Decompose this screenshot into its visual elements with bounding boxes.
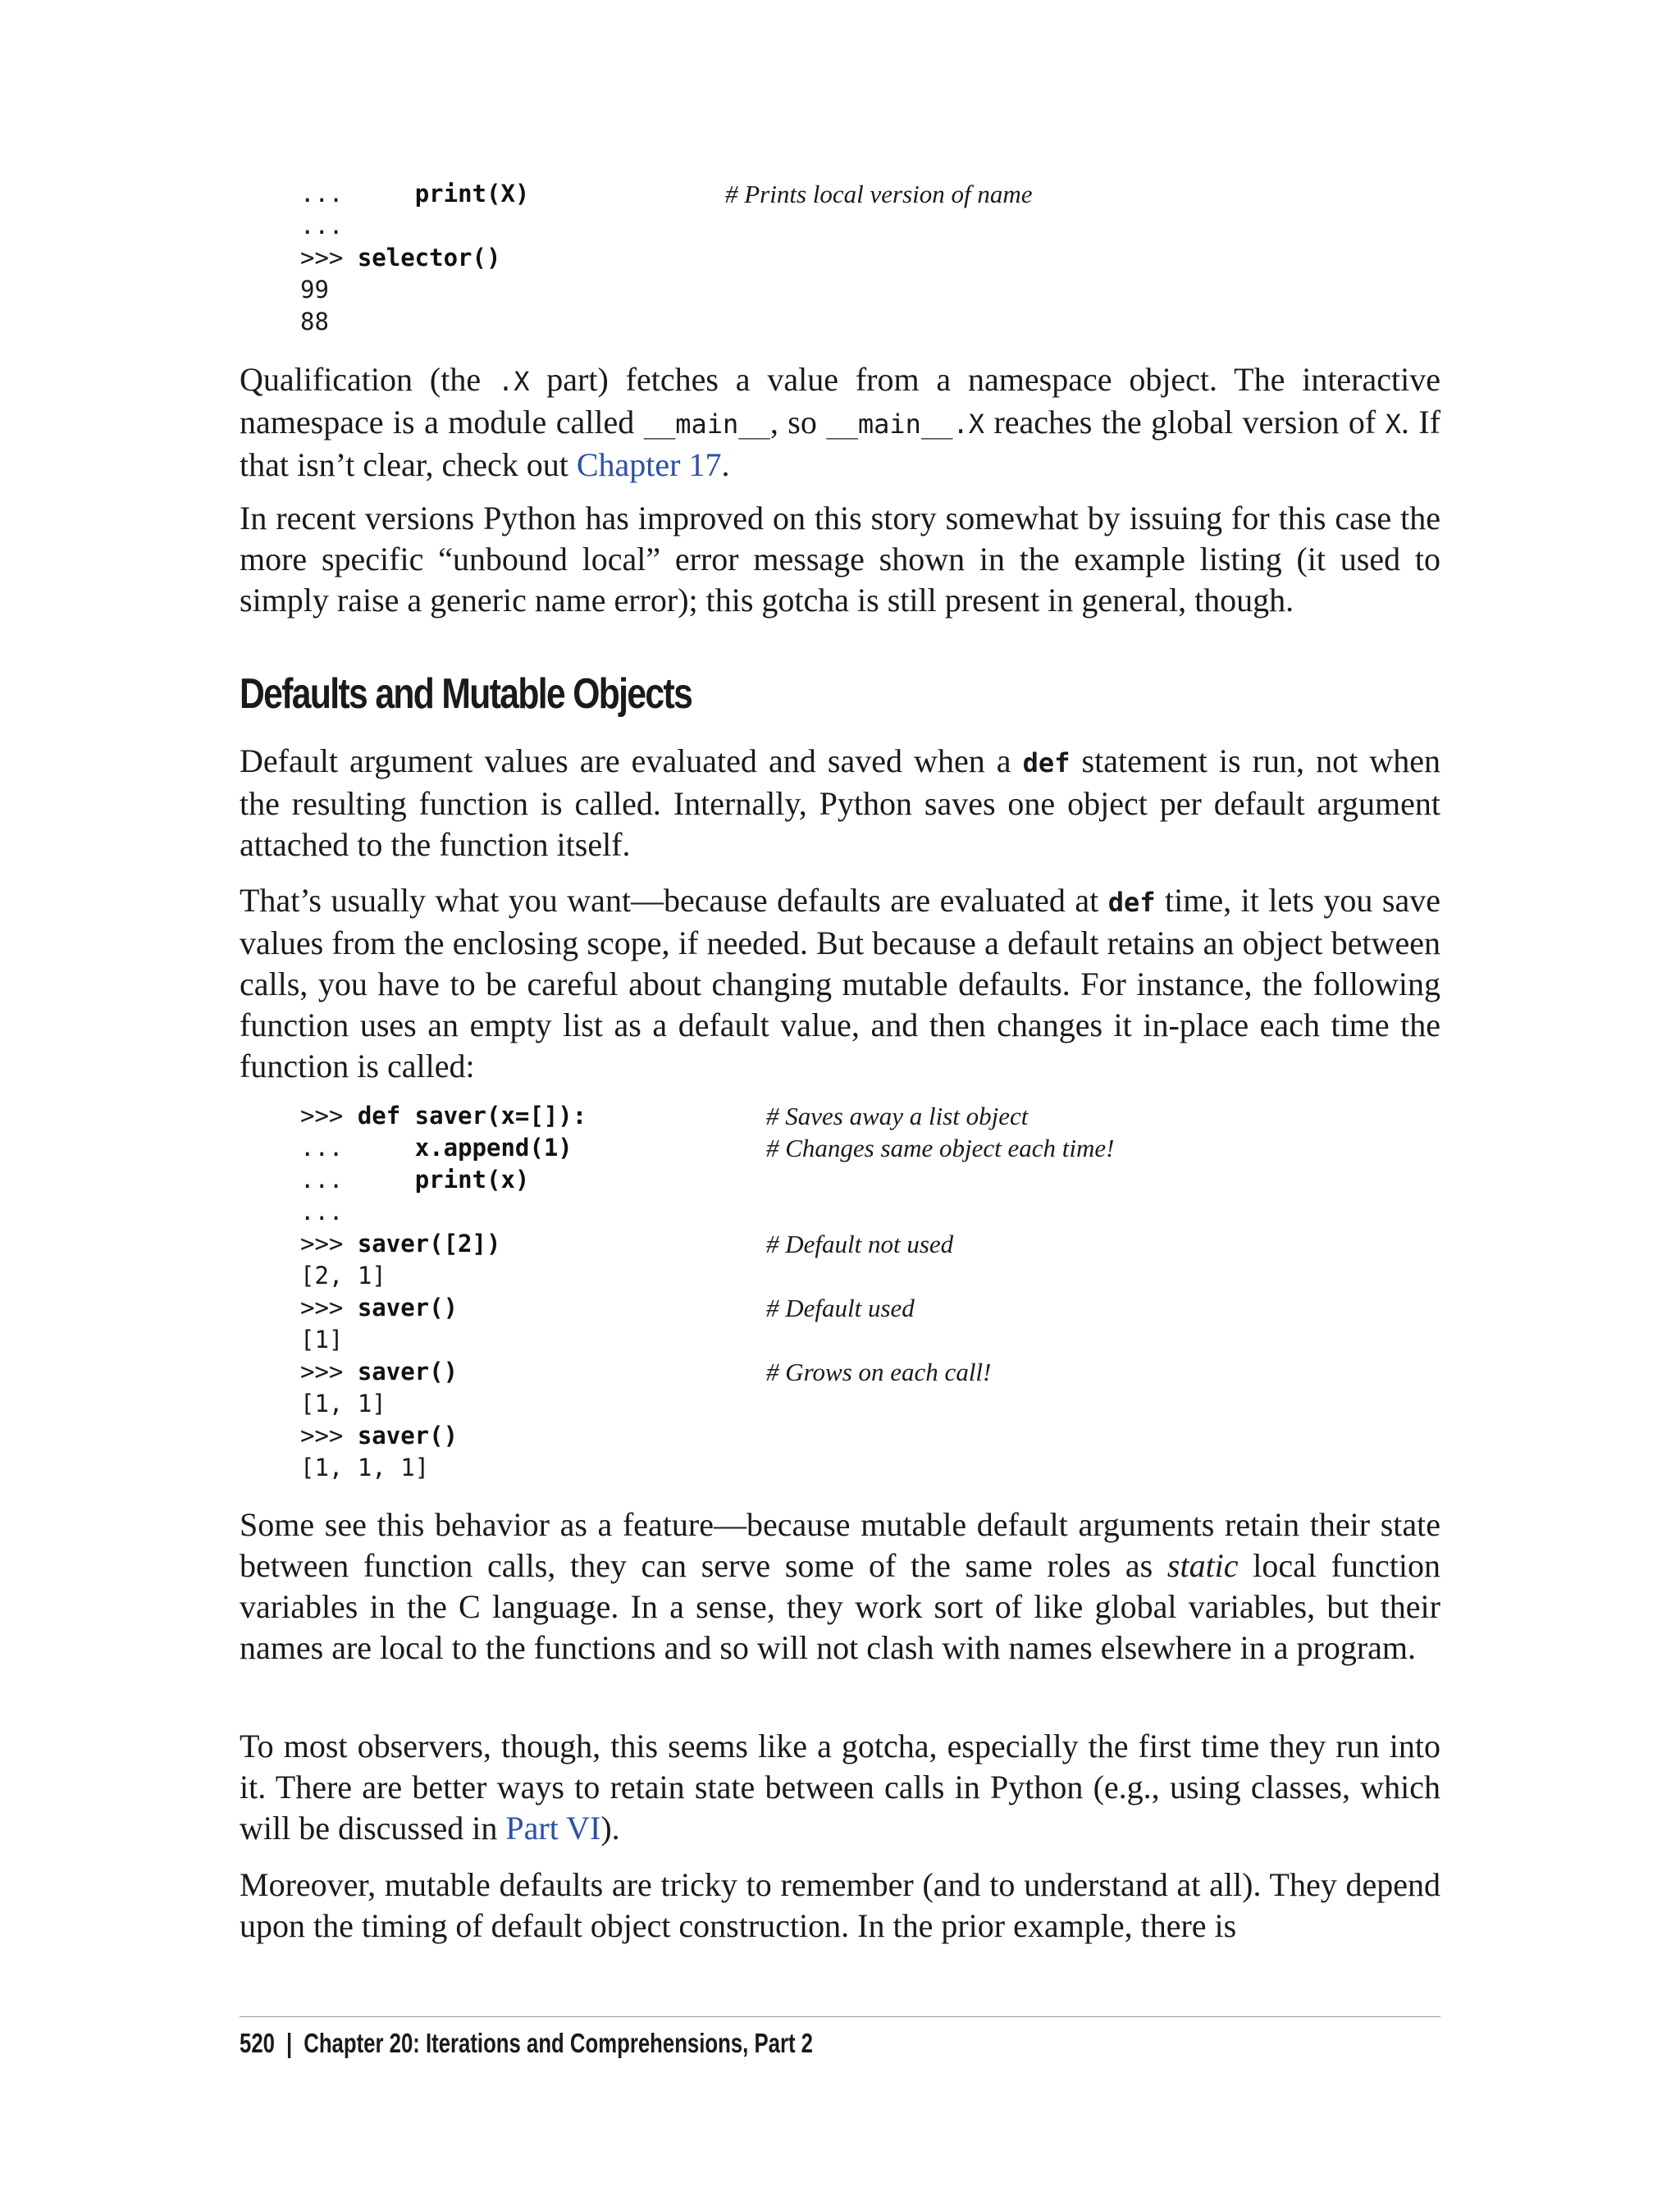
- code-prompt: ...: [300, 1166, 415, 1194]
- code-statement: print(x): [414, 1166, 530, 1194]
- page-number: 520: [240, 2028, 275, 2058]
- para1-code-main: __main__: [643, 409, 770, 440]
- code-line: [300, 242, 529, 274]
- part-vi-link[interactable]: Part VI: [505, 1810, 601, 1847]
- code-comment: # Default used: [766, 1294, 915, 1322]
- section-heading: Defaults and Mutable Objects: [240, 670, 692, 718]
- para5-text-2: local function variables in the C language. In a sense, they work sort of like global variables, but their names are local to the functions and so will not clash with names elsewhere in a program.: [240, 1547, 1440, 1666]
- para1-text-6: .: [721, 446, 730, 483]
- code-output: [1, 1, 1]: [300, 1454, 430, 1481]
- code-output: [1]: [300, 1326, 344, 1354]
- code-line: [300, 210, 529, 242]
- code-statement: saver(): [357, 1294, 459, 1322]
- code-prompt: >>>: [300, 1358, 358, 1386]
- para1-text-2: part) fetches a value from a namespace object. The interactive namespace is a module called: [240, 361, 1440, 441]
- para3-code-def: def: [1022, 747, 1071, 778]
- code-statement: selector(): [357, 244, 501, 272]
- paragraph-feature: [240, 1504, 1440, 1669]
- para4-text-2: time, it lets you save values from the enclosing scope, if needed. But because a default retains an object between calls, you have to be careful about changing mutable defaults. For instance, the following function uses an empty list as a default value, and then changes it in-place each time the function is called:: [240, 882, 1440, 1084]
- code-statement: x.append(1): [414, 1134, 573, 1162]
- paragraph-qualification: [240, 359, 1440, 486]
- code-prompt: ...: [300, 1134, 415, 1162]
- chapter-17-link[interactable]: Chapter 17: [576, 446, 722, 483]
- code-line: [300, 1100, 1029, 1132]
- code-line: [300, 1164, 587, 1196]
- code-statement: saver(): [357, 1358, 459, 1386]
- code-line: [300, 1388, 587, 1420]
- code-line: [300, 1132, 1115, 1164]
- code-output: [2, 1]: [300, 1262, 386, 1290]
- para6-text-2: ).: [600, 1810, 620, 1847]
- code-comment: # Saves away a list object: [766, 1102, 1029, 1130]
- paragraph-default-args: [240, 741, 1440, 865]
- code-output: 99: [300, 276, 329, 304]
- code-prompt: ...: [300, 180, 415, 208]
- paragraph-moreover: Moreover, mutable defaults are tricky to remember (and to understand at all). They depend upon the timing of default object construction. In the prior example, there is: [240, 1866, 1440, 1944]
- code-output: [1, 1]: [300, 1390, 386, 1418]
- code-line: [300, 1324, 587, 1356]
- para1-code-main-x: __main__.X: [826, 409, 984, 440]
- code-line: [300, 1260, 587, 1292]
- footer-separator: |: [285, 2028, 293, 2058]
- code-statement: saver(): [357, 1422, 459, 1449]
- code-comment: # Changes same object each time!: [766, 1134, 1115, 1162]
- para1-text-5: . If that isn’t clear, check out: [240, 404, 1441, 483]
- code-statement: def saver(x=[]):: [357, 1102, 587, 1130]
- code-line: [300, 1452, 587, 1484]
- code-line: [300, 1420, 587, 1452]
- code-statement: print(X): [414, 180, 530, 208]
- code-prompt: >>>: [300, 1294, 358, 1322]
- code-comment: # Default not used: [766, 1230, 954, 1258]
- code-comment: # Grows on each call!: [766, 1358, 992, 1386]
- code-prompt: >>>: [300, 1230, 358, 1258]
- code-prompt: ...: [300, 1198, 344, 1226]
- code-line: [300, 1292, 915, 1324]
- page-footer: [240, 2028, 813, 2059]
- para5-emphasis-static: static: [1166, 1547, 1239, 1584]
- code-prompt: >>>: [300, 1102, 358, 1130]
- footer-rule: [240, 2016, 1440, 2017]
- code-line: [300, 1196, 587, 1228]
- code-statement: saver([2]): [357, 1230, 501, 1258]
- code-line: [300, 1228, 954, 1260]
- code-output: 88: [300, 308, 329, 336]
- code-prompt: ...: [300, 212, 344, 240]
- code-line: [300, 306, 529, 338]
- code-line: [300, 274, 529, 306]
- para1-text-3: , so: [769, 404, 827, 441]
- code-listing-saver: [300, 1100, 1115, 1484]
- para1-text-1: Qualification (the: [240, 361, 498, 398]
- paragraph-usually-what-you-want: [240, 880, 1440, 1087]
- code-listing-top: [300, 178, 1033, 338]
- paragraph-recent-versions: In recent versions Python has improved on this story somewhat by issuing for this case the more specific “unbound local” error message shown in the example listing (it used to simply raise a generic name error); this gotcha is still present in general, though.: [240, 500, 1440, 619]
- code-comment: # Prints local version of name: [725, 180, 1033, 208]
- para1-text-4: reaches the global version of: [984, 404, 1386, 441]
- para1-code-x: X: [1385, 409, 1401, 440]
- para5-text-1: Some see this behavior as a feature—because mutable default arguments retain their state between function calls, they can serve some of the same roles as: [240, 1506, 1440, 1584]
- para4-code-def: def: [1107, 887, 1156, 918]
- footer-chapter-title: Chapter 20: Iterations and Comprehensions, Part 2: [304, 2028, 814, 2058]
- para4-text-1: That’s usually what you want—because defaults are evaluated at: [240, 882, 1108, 919]
- para1-code-dotx: .X: [497, 366, 530, 397]
- code-prompt: >>>: [300, 1422, 358, 1449]
- paragraph-most-observers: [240, 1726, 1440, 1849]
- para3-text-2: statement is run, not when the resulting function is called. Internally, Python saves one object per default argument attached to the function itself.: [240, 742, 1440, 863]
- code-line: [300, 1356, 992, 1388]
- para3-text-1: Default argument values are evaluated and saved when a: [240, 742, 1023, 779]
- para6-text-1: To most observers, though, this seems like a gotcha, especially the first time they run into it. There are better ways to retain state between calls in Python (e.g., using classes, which will be discussed in: [240, 1728, 1440, 1847]
- code-prompt: >>>: [300, 244, 358, 272]
- code-line: [300, 178, 1033, 210]
